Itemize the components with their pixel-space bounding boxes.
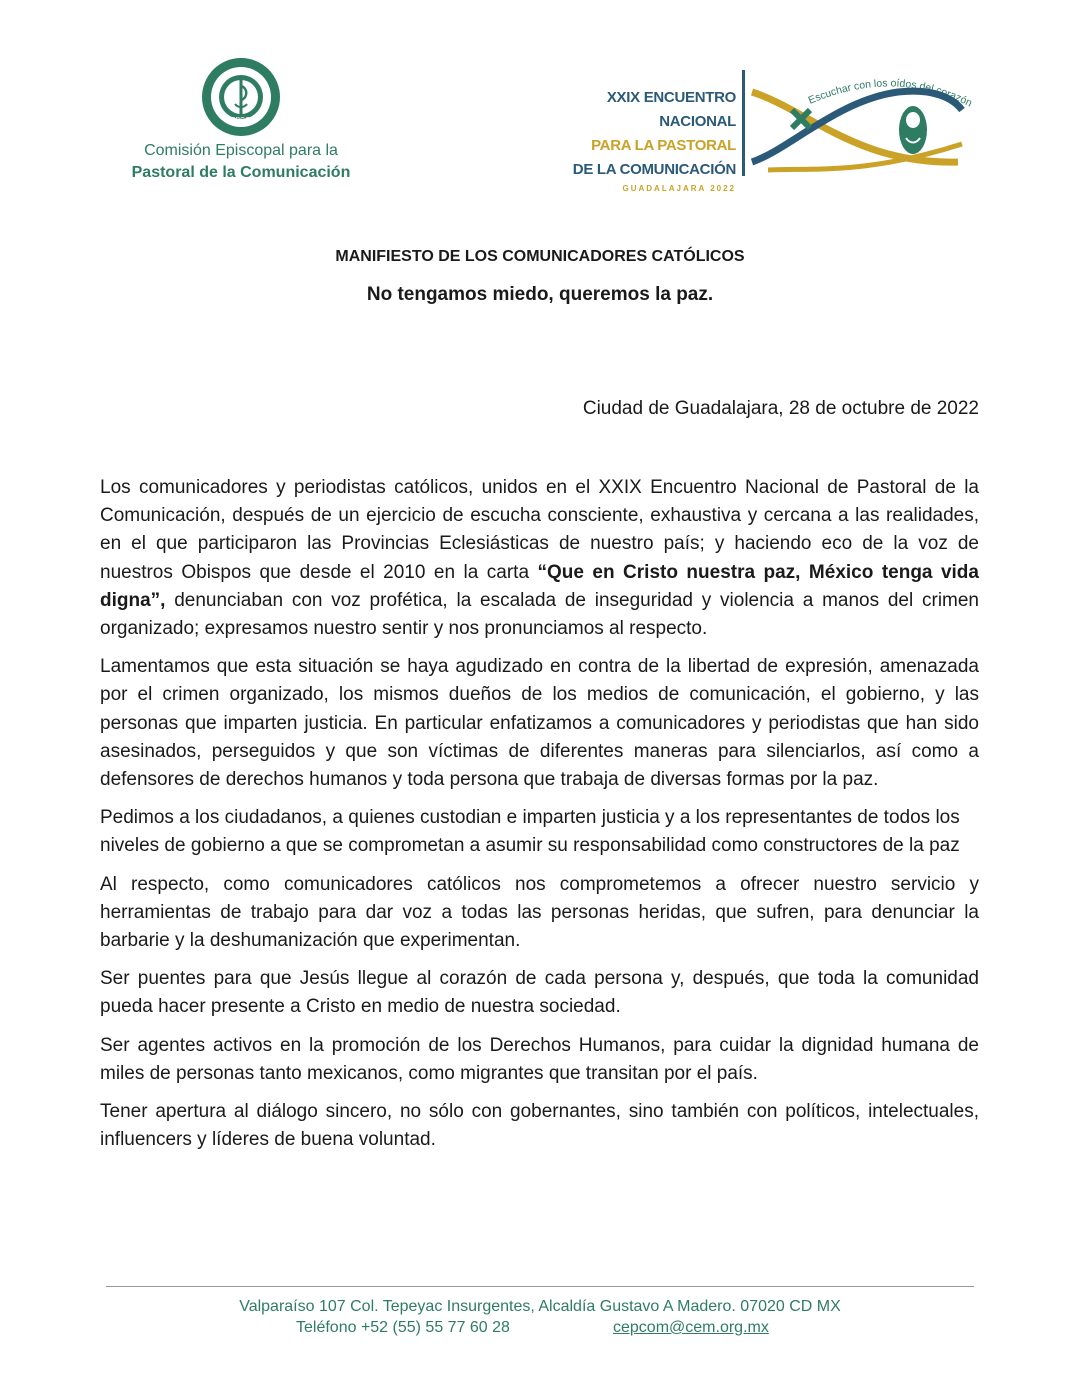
paragraph-7: Tener apertura al diálogo sincero, no sólo con gobernantes, sino también con políticos, intelectuales, influencers y líderes de buena voluntad. [100, 1101, 979, 1151]
footer [0, 1296, 1080, 1339]
event-title [560, 86, 736, 193]
event-divider [742, 70, 745, 176]
footer-divider [106, 1286, 974, 1287]
footer-phone: Teléfono +52 (55) 55 77 60 28 [296, 1319, 510, 1336]
document-body [100, 474, 979, 1164]
document-title: MANIFIESTO DE LOS COMUNICADORES CATÓLICOS [335, 248, 745, 265]
cepcom-logo-text: CEPCOM [225, 117, 257, 124]
cepcom-logo [200, 56, 282, 138]
event-slogan: Escuchar con los oídos del corazón [806, 77, 975, 110]
letter-title-bold: “Que en Cristo nuestra paz, México tenga vida digna”, [100, 561, 979, 611]
event-fish-logo [748, 70, 980, 180]
cepcom-name-line2: Pastoral de la Comunicación [131, 164, 351, 181]
paragraph-6: Ser agentes activos en la promoción de los Derechos Humanos, para cuidar la dignidad humana de miles de personas tanto mexicanos, como migrantes que transitan por el país. [100, 1034, 979, 1084]
event-title-line2: PARA LA PASTORAL [591, 137, 736, 154]
event-title-line4: GUADALAJARA 2022 [622, 184, 736, 193]
paragraph-1 [100, 474, 979, 643]
paragraph-3: Pedimos a los ciudadanos, a quienes custodian e imparten justicia y a los representantes de todos los niveles de gobierno a que se comprometan a asumir su responsabilidad como constructores de la paz [100, 807, 960, 857]
cepcom-name-line1: Comisión Episcopal para la [144, 142, 338, 159]
footer-email-link[interactable]: cepcom@cem.org.mx [613, 1319, 769, 1336]
paragraph-2: Lamentamos que esta situación se haya agudizado en contra de la libertad de expresión, amenazada por el crimen organizado, los mismos dueños de los medios de comunicación, el gobierno, y las personas que imparten justicia. En particular enfatizamos a comunicadores y periodistas que han sido asesinados, perseguidos y que son víctimas de diferentes maneras para silenciarlos, así como a defensores de derechos humanos y toda persona que trabaja de diversas formas por la paz. [100, 656, 979, 791]
document-subtitle: No tengamos miedo, queremos la paz. [366, 284, 714, 305]
paragraph-1-part-b: denunciaban con voz profética, la escalada de inseguridad y violencia a manos del crimen organizado; expresamos nuestro sentir y nos pronunciamos al respecto. [100, 589, 979, 640]
event-title-line1: XXIX ENCUENTRO NACIONAL [606, 89, 736, 130]
paragraph-4: Al respecto, como comunicadores católicos nos comprometemos a ofrecer nuestro servicio y herramientas de trabajo para dar voz a todas las personas heridas, que sufren, para denunciar la barbarie y la deshumanización que experimentan. [100, 873, 979, 952]
letterhead [0, 0, 1080, 200]
footer-address: Valparaíso 107 Col. Tepeyac Insurgentes, Alcaldía Gustavo A Madero. 07020 CD MX [239, 1298, 841, 1315]
cepcom-name [96, 140, 386, 184]
paragraph-1-part-a: Los comunicadores y periodistas católicos, unidos en el XXIX Encuentro Nacional de Pastoral de la Comunicación, después de un ejercicio de escucha consciente, exhaustiva y cercana a las realidades, en el que participaron las Provincias Eclesiásticas de nuestro país; y haciendo eco de la voz de nuestros Obispos que desde el 2010 en la carta [100, 477, 979, 583]
event-branding [560, 70, 980, 193]
document-date: Ciudad de Guadalajara, 28 de octubre de 2022 [582, 398, 979, 419]
paragraph-5: Ser puentes para que Jesús llegue al corazón de cada persona y, después, que toda la comunidad pueda hacer presente a Cristo en medio de nuestra sociedad. [100, 968, 979, 1018]
event-title-line3: DE LA COMUNICACIÓN [572, 161, 736, 178]
